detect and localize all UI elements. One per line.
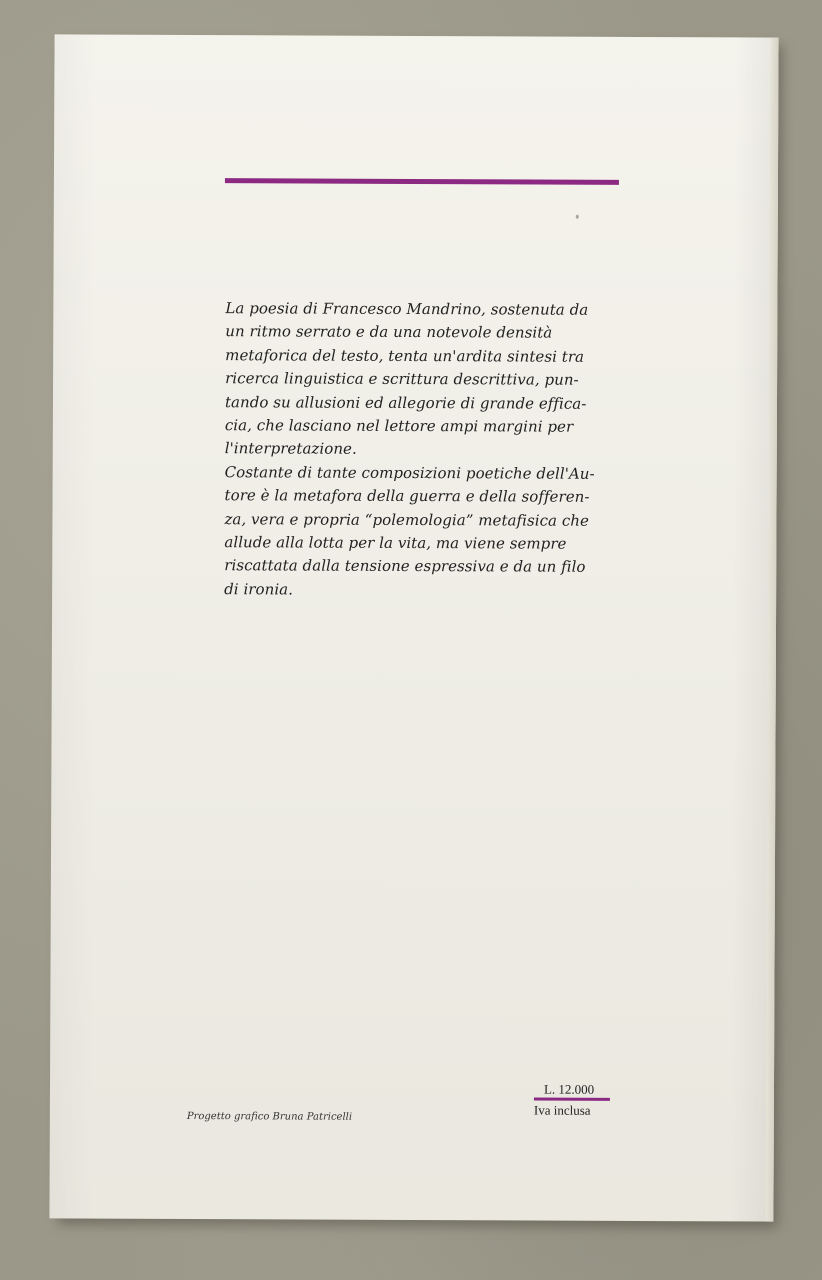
vat-note: Iva inclusa <box>533 1102 591 1118</box>
blurb-paragraph-1: La poesia di Francesco Mandrino, sostenuta da un ritmo serrato e da una notevole densità metaforica del testo, tenta un'ardita sintesi tra ricerca linguistica e scrittura descrittiva, pun- tando su allusioni ed allegorie di grande effica- cia, che lasciano nel lettore ampi margini per l'interpretazione. <box>224 299 589 459</box>
blurb-paragraph-2: Costante di tante composizioni poetiche dell'Au- tore è la metafora della guerra e della sofferen- za, vera e propria “polemologia” metafisica che allude alla lotta per la vita, ma viene sempre riscattata dalla tensione espressiva e da un filo di ironia. <box>224 463 595 599</box>
price-rule <box>534 1098 610 1101</box>
accent-rule <box>225 178 619 185</box>
design-credit: Progetto grafico Bruna Patricelli <box>186 1111 353 1123</box>
paper-speck <box>576 215 579 219</box>
price-block <box>534 1082 610 1119</box>
book-back-cover <box>49 34 778 1221</box>
price-label: L. 12.000 <box>543 1081 595 1097</box>
blurb-text <box>224 297 625 603</box>
